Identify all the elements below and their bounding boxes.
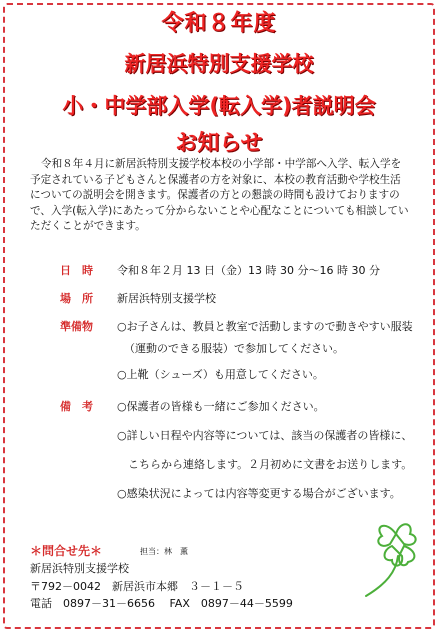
title-notice: お知らせ — [175, 131, 263, 156]
contact-heading: ＊問合せ先＊ — [30, 544, 103, 558]
notes-line: ○感染状況によっては内容等変更する場合がございます。 — [117, 487, 401, 500]
intro-line: ただくことができます。 — [30, 220, 146, 233]
intro-line: についての説明会を開きます。保護者の方との懇談の時間も設けておりますの — [30, 189, 400, 202]
place-label: 場 所 — [60, 292, 93, 305]
datetime-value: 令和８年２月 13 日（金）13 時 30 分～16 時 30 分 — [117, 264, 380, 277]
contact-school: 新居浜特別支援学校 — [30, 562, 129, 575]
four-leaf-clover-icon — [356, 510, 426, 602]
title-year: 令和８年度 — [161, 11, 277, 36]
intro-line: 令和８年４月に新居浜特別支援学校本校の小学部・中学部へ入学、転入学を — [41, 158, 402, 170]
intro-paragraph — [30, 157, 418, 235]
notes-line: こちらから連絡します。２月初めに文書をお送りします。 — [128, 458, 413, 471]
contact-phone: 電話 0897－31－6656 FAX 0897－44－5599 — [30, 597, 293, 610]
notes-label: 備 考 — [60, 400, 93, 413]
contact-person: 担当：林 薫 — [140, 547, 188, 556]
title-school-name: 新居浜特別支援学校 — [124, 52, 314, 76]
intro-line: 予定されている子どもさんと保護者の方を対象に、本校の教育活動や学校生活 — [30, 173, 401, 186]
title-event-name: 小・中学部入学(転入学)者説明会 — [62, 94, 376, 118]
datetime-label: 日 時 — [60, 264, 93, 277]
items-line: ○お子さんは、教員と教室で活動しますので動きやすい服装 — [117, 320, 413, 333]
items-label: 準備物 — [60, 320, 93, 333]
notes-line: ○詳しい日程や内容等については、該当の保護者の皆様に、 — [117, 429, 413, 442]
contact-address: 〒792－0042 新居浜市本郷 ３－１－５ — [30, 580, 244, 593]
items-line: （運動のできる服装）で参加してください。 — [124, 342, 344, 355]
place-value: 新居浜特別支援学校 — [117, 292, 216, 305]
intro-line: で、入学(転入学)にあたって分からないことや心配なことについても相談してい — [30, 204, 409, 217]
items-line: ○上靴（シューズ）も用意してください。 — [117, 368, 324, 381]
notes-line: ○保護者の皆様も一緒にご参加ください。 — [117, 400, 325, 413]
